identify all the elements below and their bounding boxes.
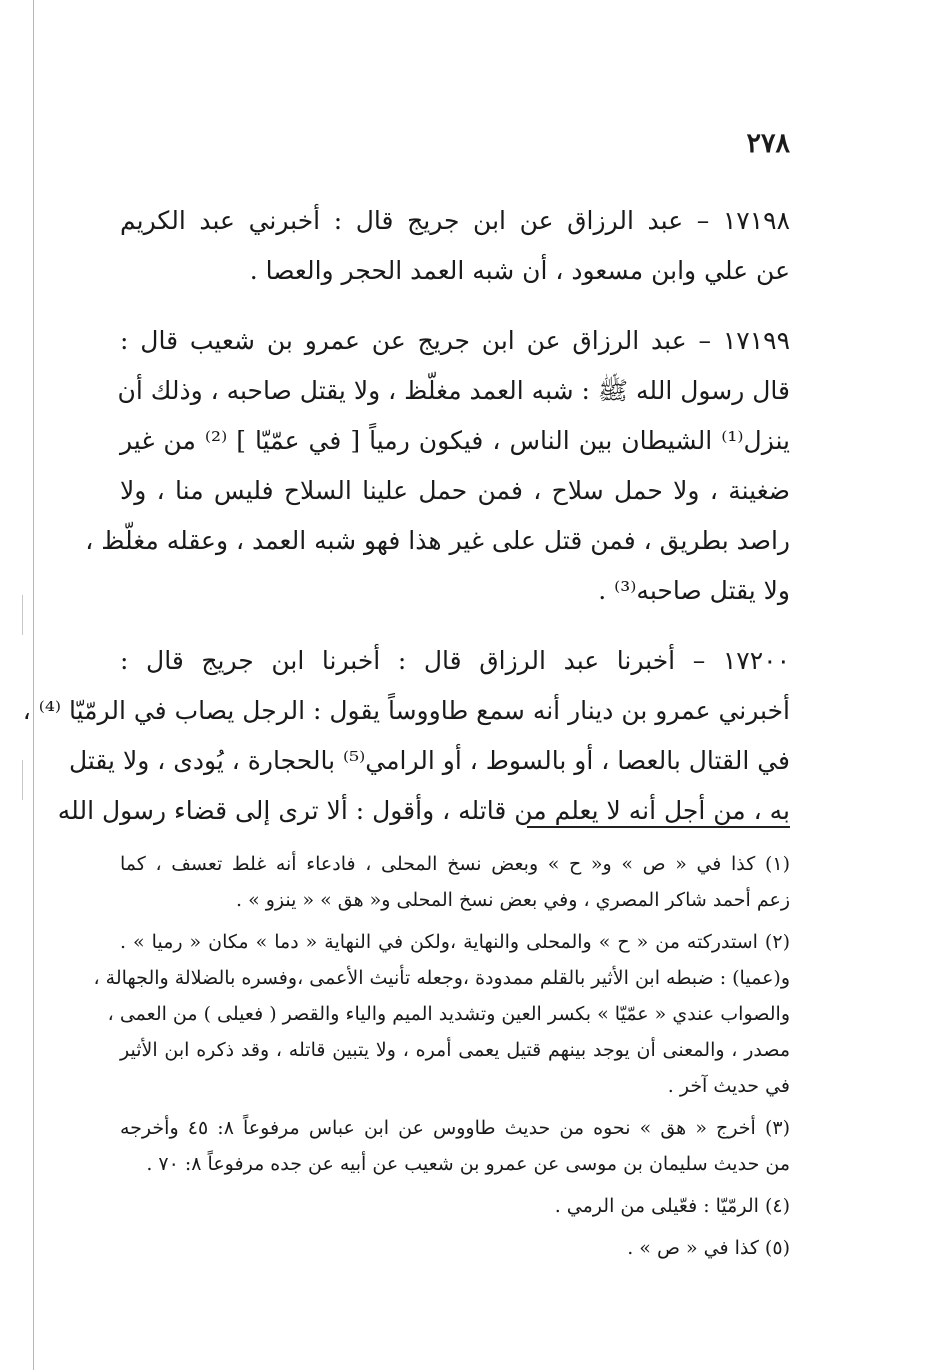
hadith-entry-17200 <box>22 636 790 836</box>
footnote-2 <box>93 924 791 1104</box>
footnote-line: في حديث آخر . <box>667 1075 790 1097</box>
footnote-separator <box>527 826 790 828</box>
text-line: ينزل⁽¹⁾ الشيطان بين الناس ، فيكون رمياً [ في عمّيّا ] ⁽²⁾ من غير <box>120 426 790 455</box>
hadith-entry-17198 <box>120 196 790 296</box>
main-text <box>22 196 790 856</box>
text-line: راصد بطريق ، فمن قتل على غير هذا فهو شبه العمد ، وعقله مغلّظ ، <box>85 526 790 555</box>
footnote-line: (٥) كذا في « ص » . <box>627 1237 790 1259</box>
footnote-line: (٢) استدركته من « ح » والمحلى والنهاية ،ولكن في النهاية « دما » مكان « رميا » . <box>120 931 790 953</box>
footnote-line: (٤) الرمّيّا : فعّيلى من الرمي . <box>554 1195 790 1217</box>
text-line: عن علي وابن مسعود ، أن شبه العمد الحجر والعصا . <box>249 256 790 285</box>
footnote-line: زعم أحمد شاكر المصري ، وفي بعض نسخ المحلى و« هق » « ينزو » . <box>235 889 790 911</box>
footnote-5 <box>120 1230 790 1266</box>
page-number: ٢٧٨ <box>746 128 790 159</box>
text-line: ١٧١٩٩ – عبد الرزاق عن ابن جريج عن عمرو بن شعيب قال : <box>120 326 790 355</box>
text-line: ١٧٢٠٠ – أخبرنا عبد الرزاق قال : أخبرنا ابن جريج قال : <box>120 646 790 675</box>
hadith-entry-17199 <box>85 316 790 616</box>
footnote-4 <box>120 1188 790 1224</box>
binding-edge-line <box>33 0 34 1370</box>
binding-mark <box>22 595 23 635</box>
footnote-line: (١) كذا في « ص » و« ح » وبعض نسخ المحلى ، فادعاء أنه غلط تعسف ، كما <box>120 853 790 875</box>
footnote-line: والصواب عندي « عمّيّا » بكسر العين وتشديد الميم والياء والقصر ( فعيلى ) من العمى ، <box>107 1003 790 1025</box>
text-line: ولا يقتل صاحبه⁽³⁾ . <box>598 576 790 605</box>
text-line: ضغينة ، ولا حمل سلاح ، فمن حمل علينا السلاح فليس منا ، ولا <box>120 476 790 505</box>
footnotes <box>93 846 791 1272</box>
text-line: أخبرني عمرو بن دينار أنه سمع طاووساً يقول : الرجل يصاب في الرمّيّا ⁽⁴⁾ ، <box>22 696 790 725</box>
footnote-1 <box>120 846 790 918</box>
text-line: به ، من أجل أنه لا يعلم من قاتله ، وأقول : ألا ترى إلى قضاء رسول الله <box>57 796 790 825</box>
binding-mark <box>22 760 23 800</box>
footnote-line: و(عميا) : ضبطه ابن الأثير بالقلم ممدودة ،وجعله تأنيث الأعمى ،وفسره بالضلالة والجهالة ، <box>93 967 790 989</box>
footnote-line: من حديث سليمان بن موسى عن عمرو بن شعيب عن أبيه عن جده مرفوعاً ٨: ٧٠ . <box>146 1153 790 1175</box>
text-line: قال رسول الله ﷺ : شبه العمد مغلّظ ، ولا يقتل صاحبه ، وذلك أن <box>117 376 790 405</box>
footnote-3 <box>120 1110 790 1182</box>
text-line: ١٧١٩٨ – عبد الرزاق عن ابن جريج قال : أخبرني عبد الكريم <box>120 206 790 235</box>
footnote-line: (٣) أخرج « هق » نحوه من حديث طاووس عن ابن عباس مرفوعاً ٨: ٤٥ وأخرجه <box>120 1117 790 1139</box>
text-line: في القتال بالعصا ، أو بالسوط ، أو الرامي⁽⁵⁾ بالحجارة ، يُودى ، ولا يقتل <box>68 746 790 775</box>
footnote-line: مصدر ، والمعنى أن يوجد بينهم قتيل يعمى أمره ، ولا يتبين قاتله ، وقد ذكره ابن الأثير <box>120 1039 791 1061</box>
